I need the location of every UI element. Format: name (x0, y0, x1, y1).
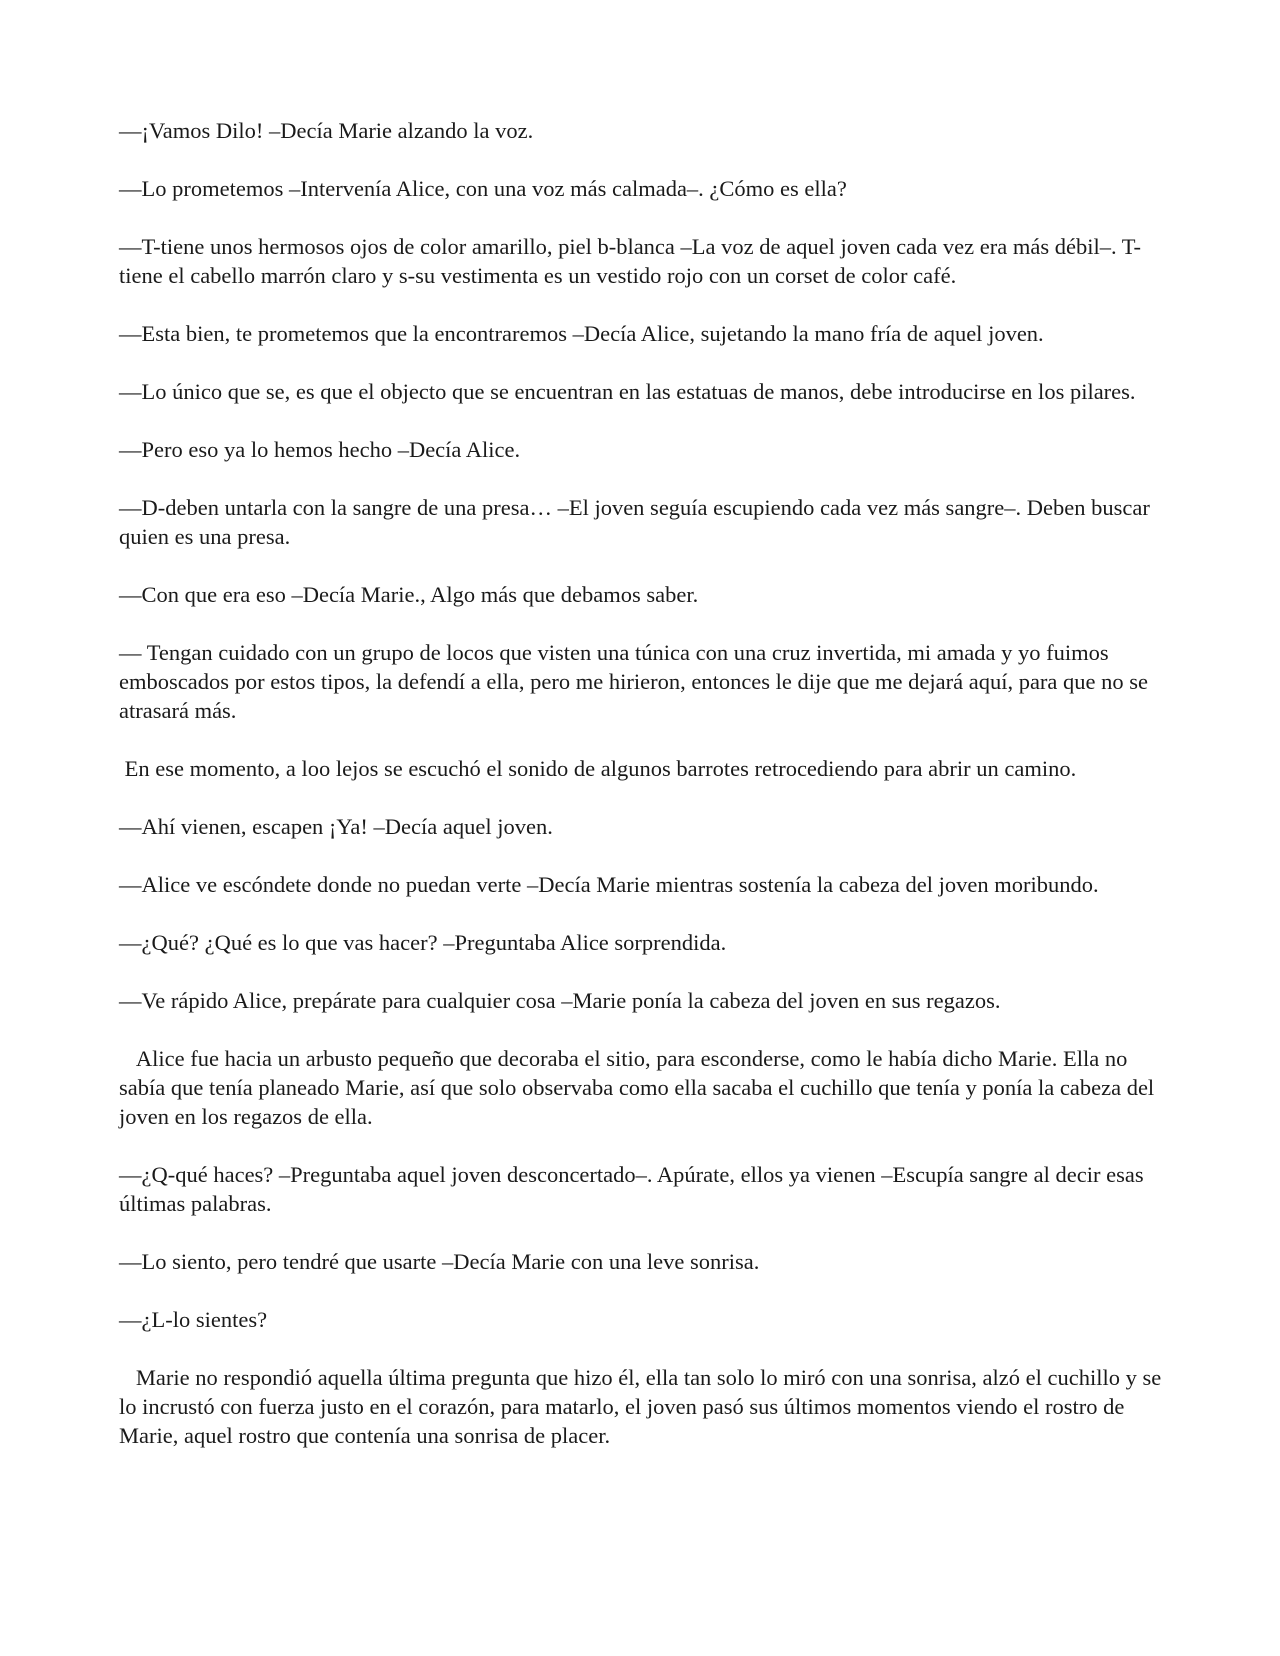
paragraph: —Lo siento, pero tendré que usarte –Decía Marie con una leve sonrisa. (119, 1249, 760, 1274)
paragraph: Alice fue hacia un arbusto pequeño que decoraba el sitio, para esconderse, como le había dicho Marie. Ella no sabía que tenía planeado Marie, así que solo observaba como ella sacaba el cuchillo que tenía y ponía la cabeza del joven en los regazos de ella. (119, 1046, 1160, 1129)
paragraph: —Lo único que se, es que el objecto que se encuentran en las estatuas de manos, debe introducirse en los pilares. (119, 379, 1136, 404)
paragraph: Marie no respondió aquella última pregunta que hizo él, ella tan solo lo miró con una sonrisa, alzó el cuchillo y se lo incrustó con fuerza justo en el corazón, para matarlo, el joven pasó sus últimos momentos viendo el rostro de Marie, aquel rostro que contenía una sonrisa de placer. (119, 1365, 1167, 1448)
paragraph: —Con que era eso –Decía Marie., Algo más que debamos saber. (119, 582, 699, 607)
paragraph: —Ve rápido Alice, prepárate para cualquier cosa –Marie ponía la cabeza del joven en sus regazos. (119, 988, 1001, 1013)
document-page (119, 116, 1167, 1479)
paragraph: —Alice ve escóndete donde no puedan verte –Decía Marie mientras sostenía la cabeza del joven moribundo. (119, 872, 1099, 897)
paragraph: — Tengan cuidado con un grupo de locos que visten una túnica con una cruz invertida, mi amada y yo fuimos emboscados por estos tipos, la defendí a ella, pero me hirieron, entonces le dije que me dejará aquí, para que no se atrasará más. (119, 640, 1154, 723)
paragraph: —Lo prometemos –Intervenía Alice, con una voz más calmada–. ¿Cómo es ella? (119, 176, 847, 201)
paragraph: En ese momento, a loo lejos se escuchó el sonido de algunos barrotes retrocediendo para abrir un camino. (119, 756, 1077, 781)
paragraph: —Ahí vienen, escapen ¡Ya! –Decía aquel joven. (119, 814, 553, 839)
paragraph: —Esta bien, te prometemos que la encontraremos –Decía Alice, sujetando la mano fría de aquel joven. (119, 321, 1044, 346)
paragraph: —D-deben untarla con la sangre de una presa… –El joven seguía escupiendo cada vez más sangre–. Deben buscar quien es una presa. (119, 495, 1156, 549)
paragraph: —¿L-lo sientes? (119, 1307, 268, 1332)
paragraph: —¿Q-qué haces? –Preguntaba aquel joven desconcertado–. Apúrate, ellos ya vienen –Escupía sangre al decir esas últimas palabras. (119, 1162, 1150, 1216)
paragraph: —¡Vamos Dilo! –Decía Marie alzando la voz. (119, 118, 534, 143)
paragraph: —T-tiene unos hermosos ojos de color amarillo, piel b-blanca –La voz de aquel joven cada vez era más débil–. T-tiene el cabello marrón claro y s-su vestimenta es un vestido rojo con un corset de color café. (119, 234, 1141, 288)
paragraph: —Pero eso ya lo hemos hecho –Decía Alice. (119, 437, 521, 462)
paragraph: —¿Qué? ¿Qué es lo que vas hacer? –Preguntaba Alice sorprendida. (119, 930, 727, 955)
